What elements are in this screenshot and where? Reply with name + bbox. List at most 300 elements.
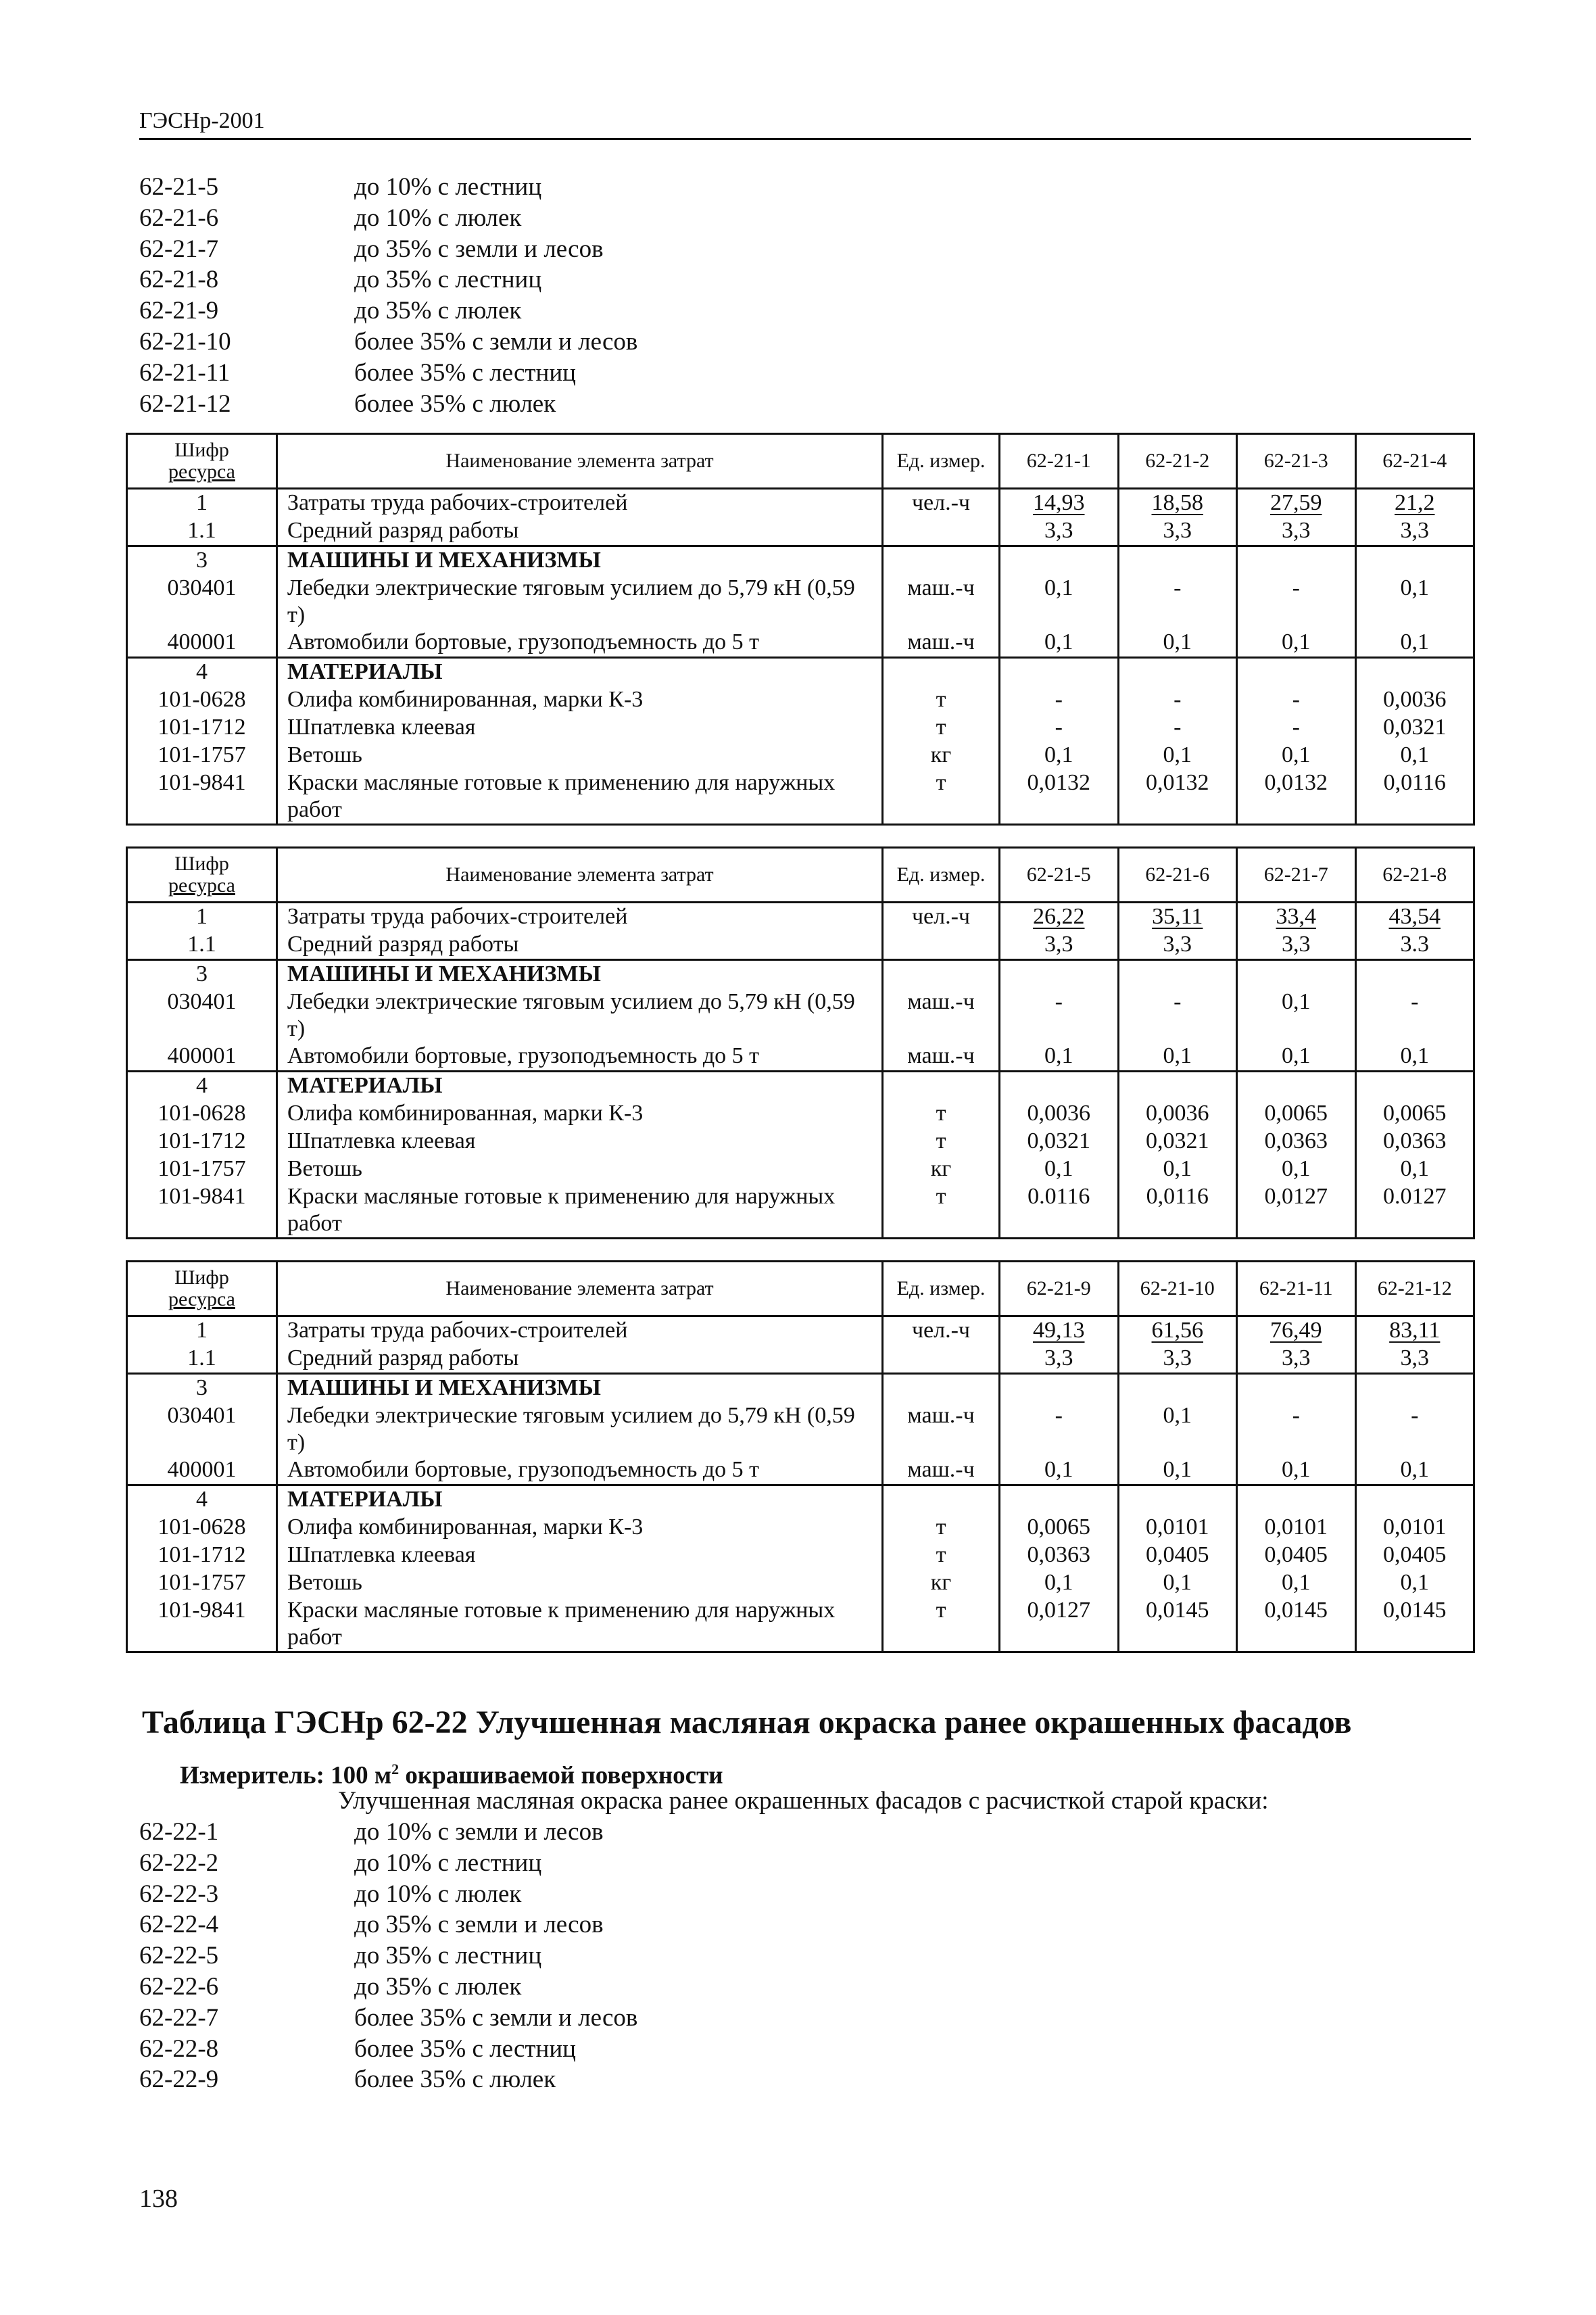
cost-element-name: Лебедки электрические тяговым усилием до 5,79 кН (0,59 т)	[277, 1402, 883, 1456]
section-title: МАШИНЫ И МЕХАНИЗМЫ	[277, 960, 883, 989]
norm-value	[1237, 1072, 1356, 1101]
table-row	[127, 1316, 1474, 1345]
norm-value	[1355, 960, 1474, 989]
norm-table-3	[126, 1260, 1475, 1653]
norm-value	[1000, 1485, 1119, 1514]
norm-value: 0,1	[1118, 1569, 1237, 1597]
list-item-code: 62-21-6	[139, 204, 219, 232]
cost-element-name: Шпатлевка клеевая	[277, 1128, 883, 1155]
unit-of-measure: т	[883, 1100, 1000, 1128]
resource-code: 101-0628	[127, 1100, 277, 1128]
header-resource-code	[127, 1262, 277, 1316]
list-item-description: до 35% с лестниц	[354, 1942, 542, 1970]
list-item-description: до 35% с люлек	[354, 1972, 522, 2001]
cost-element-name: Шпатлевка клеевая	[277, 1542, 883, 1569]
unit-of-measure	[883, 931, 1000, 960]
list-item-code: 62-22-9	[139, 2066, 219, 2094]
list-item-code: 62-22-5	[139, 1942, 219, 1970]
list-item-code: 62-22-8	[139, 2034, 219, 2063]
list-item	[139, 234, 1424, 265]
resource-code: 101-1712	[127, 1128, 277, 1155]
norm-value: 0,0065	[1355, 1100, 1474, 1128]
resource-code: 101-1712	[127, 1542, 277, 1569]
norm-table-1	[126, 433, 1475, 826]
norm-value	[1118, 658, 1237, 687]
header-norm-code: 62-21-3	[1237, 434, 1356, 489]
list-item-description: до 10% с лестниц	[354, 173, 542, 201]
norm-value: 0,1	[1237, 629, 1356, 658]
list-item	[139, 295, 1424, 327]
table-row	[127, 686, 1474, 714]
list-item-description: более 35% с лестниц	[354, 358, 576, 387]
norm-value: 0,1	[1355, 575, 1474, 629]
norm-value: -	[1118, 714, 1237, 742]
norm-value: 0,0132	[1000, 769, 1119, 825]
norm-value: 0,0145	[1237, 1597, 1356, 1652]
header-code-line2: ресурса	[168, 1288, 235, 1310]
norm-value: 0,1	[1355, 1456, 1474, 1485]
norm-value: 76,49	[1237, 1316, 1356, 1345]
header-norm-code: 62-21-4	[1355, 434, 1474, 489]
table-row	[127, 903, 1474, 932]
norm-value: -	[1237, 1402, 1356, 1456]
norm-value: 0,0132	[1118, 769, 1237, 825]
cost-element-name: Затраты труда рабочих-строителей	[277, 1316, 883, 1345]
norm-value: 0,0065	[1000, 1514, 1119, 1542]
table-row	[127, 1542, 1474, 1569]
norm-value: 3,3	[1000, 517, 1119, 546]
table-row	[127, 1043, 1474, 1072]
table-header-row	[127, 848, 1474, 903]
section-title: МАШИНЫ И МЕХАНИЗМЫ	[277, 1374, 883, 1403]
resource-code: 101-0628	[127, 686, 277, 714]
cost-element-name: Автомобили бортовые, грузоподъемность до 5 т	[277, 1456, 883, 1485]
header-resource-code	[127, 848, 277, 903]
list-item	[139, 1817, 1424, 1848]
header-norm-code: 62-21-7	[1237, 848, 1356, 903]
norm-value	[1118, 960, 1237, 989]
norm-value	[1355, 658, 1474, 687]
document-title: ГЭСНр-2001	[139, 108, 265, 133]
list-item	[139, 1848, 1424, 1879]
norm-value: 3,3	[1355, 517, 1474, 546]
list-item-description: более 35% с земли и лесов	[354, 2003, 638, 2032]
norm-value: 0,1	[1355, 629, 1474, 658]
norm-value: -	[1000, 686, 1119, 714]
norm-value: 0,0101	[1355, 1514, 1474, 1542]
resource-code: 101-9841	[127, 1597, 277, 1652]
norm-value: 3,3	[1118, 1345, 1237, 1374]
norm-value: 0,1	[1000, 575, 1119, 629]
header-norm-code: 62-21-9	[1000, 1262, 1119, 1316]
table-title: Таблица ГЭСНр 62-22 Улучшенная масляная окраска ранее окрашенных фасадов	[142, 1704, 1352, 1740]
norm-value: -	[1000, 1402, 1119, 1456]
norm-value: 0,0101	[1118, 1514, 1237, 1542]
unit-of-measure: т	[883, 686, 1000, 714]
list-item-code: 62-21-8	[139, 266, 219, 294]
cost-element-name: Автомобили бортовые, грузоподъемность до 5 т	[277, 1043, 883, 1072]
norm-value: 18,58	[1118, 489, 1237, 518]
table-row	[127, 1100, 1474, 1128]
header-norm-code: 62-21-5	[1000, 848, 1119, 903]
page-header	[139, 107, 1471, 140]
unit-of-measure: т	[883, 769, 1000, 825]
norm-value: 0,1	[1237, 742, 1356, 769]
cost-element-name: Шпатлевка клеевая	[277, 714, 883, 742]
norm-value: 0,1	[1237, 1456, 1356, 1485]
table-row	[127, 546, 1474, 575]
norm-value: -	[1118, 575, 1237, 629]
cost-element-name: Лебедки электрические тяговым усилием до 5,79 кН (0,59 т)	[277, 988, 883, 1043]
norm-value: 0,0132	[1237, 769, 1356, 825]
norm-value	[1118, 1485, 1237, 1514]
resource-code: 400001	[127, 1456, 277, 1485]
norm-value: 0,0363	[1000, 1542, 1119, 1569]
resource-code: 030401	[127, 988, 277, 1043]
norm-value: 0,0101	[1237, 1514, 1356, 1542]
unit-of-measure: маш.-ч	[883, 1043, 1000, 1072]
table-row	[127, 1345, 1474, 1374]
page-number: 138	[139, 2185, 178, 2213]
unit-of-measure	[883, 658, 1000, 687]
norm-value: -	[1355, 1402, 1474, 1456]
norm-value: 0,0321	[1118, 1128, 1237, 1155]
unit-of-measure: маш.-ч	[883, 1402, 1000, 1456]
list-item	[139, 1940, 1424, 1972]
norm-value: 0,0321	[1355, 714, 1474, 742]
list-item	[139, 203, 1424, 234]
resource-code: 4	[127, 1072, 277, 1101]
norm-value: 0,1	[1237, 1043, 1356, 1072]
norm-value: 0,1	[1237, 988, 1356, 1043]
list-item	[139, 2034, 1424, 2065]
cost-element-name: Лебедки электрические тяговым усилием до 5,79 кН (0,59 т)	[277, 575, 883, 629]
table-row	[127, 629, 1474, 658]
table-row	[127, 658, 1474, 687]
resource-code: 030401	[127, 575, 277, 629]
list-item	[139, 327, 1424, 358]
table-row	[127, 575, 1474, 629]
norm-value: 0,0405	[1355, 1542, 1474, 1569]
norm-table-2	[126, 846, 1475, 1239]
cost-element-name: Затраты труда рабочих-строителей	[277, 489, 883, 518]
norm-value: 3,3	[1000, 1345, 1119, 1374]
norm-value: 3,3	[1355, 1345, 1474, 1374]
header-code-line2: ресурса	[168, 874, 235, 897]
unit-of-measure: кг	[883, 1569, 1000, 1597]
cost-element-name: Олифа комбинированная, марки К-3	[277, 686, 883, 714]
header-code-line1: Шифр	[174, 1266, 229, 1289]
unit-of-measure: маш.-ч	[883, 575, 1000, 629]
resource-code: 1	[127, 903, 277, 932]
table-row	[127, 1402, 1474, 1456]
norm-value	[1000, 960, 1119, 989]
resource-code: 1.1	[127, 1345, 277, 1374]
norm-value: 3,3	[1000, 931, 1119, 960]
norm-value: 14,93	[1000, 489, 1119, 518]
norm-value	[1000, 1374, 1119, 1403]
header-unit: Ед. измер.	[883, 1262, 1000, 1316]
header-code-line2: ресурса	[168, 460, 235, 483]
resource-code: 1	[127, 489, 277, 518]
unit-of-measure	[883, 1485, 1000, 1514]
norm-value	[1118, 1374, 1237, 1403]
unit-of-measure: чел.-ч	[883, 489, 1000, 518]
table-header-row	[127, 434, 1474, 489]
resource-code: 3	[127, 960, 277, 989]
list-item-code: 62-21-12	[139, 389, 231, 418]
norm-value	[1237, 658, 1356, 687]
header-unit: Ед. измер.	[883, 848, 1000, 903]
norm-value: 0.0116	[1000, 1183, 1119, 1239]
norm-value: 0,1	[1000, 629, 1119, 658]
table-row	[127, 742, 1474, 769]
cost-element-name: Средний разряд работы	[277, 931, 883, 960]
norm-value: 0,1	[1355, 742, 1474, 769]
cost-element-name: Ветошь	[277, 1569, 883, 1597]
norm-value: 0,0405	[1118, 1542, 1237, 1569]
list-item-description: до 10% с люлек	[354, 204, 522, 232]
header-norm-code: 62-21-1	[1000, 434, 1119, 489]
norm-value: 0,1	[1355, 1043, 1474, 1072]
norm-value: 0,1	[1118, 629, 1237, 658]
resource-code: 101-1757	[127, 742, 277, 769]
header-norm-code: 62-21-12	[1355, 1262, 1474, 1316]
norm-value	[1237, 546, 1356, 575]
list-item-code: 62-22-2	[139, 1848, 219, 1877]
resource-code: 101-1757	[127, 1569, 277, 1597]
norm-value: 27,59	[1237, 489, 1356, 518]
table-row	[127, 931, 1474, 960]
list-item-description: более 35% с люлек	[354, 2066, 556, 2094]
cost-element-name: Краски масляные готовые к применению для наружных работ	[277, 769, 883, 825]
norm-value: 0,1	[1000, 1456, 1119, 1485]
norm-value: 0,1	[1000, 1043, 1119, 1072]
header-norm-code: 62-21-10	[1118, 1262, 1237, 1316]
unit-of-measure: т	[883, 714, 1000, 742]
norm-value: 0,1	[1237, 1155, 1356, 1183]
table-row	[127, 988, 1474, 1043]
cost-element-name: Средний разряд работы	[277, 1345, 883, 1374]
list-item-code: 62-22-3	[139, 1880, 219, 1908]
norm-value: 26,22	[1000, 903, 1119, 932]
norm-value: 3,3	[1118, 931, 1237, 960]
resource-code: 1.1	[127, 517, 277, 546]
norm-value: 0,0116	[1118, 1183, 1237, 1239]
list-item-description: до 10% с земли и лесов	[354, 1818, 604, 1846]
unit-of-measure: т	[883, 1542, 1000, 1569]
norm-value: 0,1	[1118, 1155, 1237, 1183]
norm-value: 0,1	[1118, 742, 1237, 769]
unit-of-measure	[883, 1072, 1000, 1101]
list-item-code: 62-21-5	[139, 173, 219, 201]
resource-code: 101-9841	[127, 1183, 277, 1239]
norm-value: 0,0127	[1237, 1183, 1356, 1239]
list-item-description: до 10% с лестниц	[354, 1848, 542, 1877]
table-row	[127, 1128, 1474, 1155]
header-cost-element: Наименование элемента затрат	[277, 434, 883, 489]
norm-value	[1237, 1485, 1356, 1514]
norm-value: 0,0127	[1000, 1597, 1119, 1652]
norm-value: 0,1	[1118, 1456, 1237, 1485]
norm-value	[1000, 546, 1119, 575]
header-code-line1: Шифр	[174, 439, 229, 461]
norm-value: 61,56	[1118, 1316, 1237, 1345]
cost-element-name: Ветошь	[277, 742, 883, 769]
header-cost-element: Наименование элемента затрат	[277, 1262, 883, 1316]
norm-value: 0,1	[1355, 1155, 1474, 1183]
norm-value	[1237, 1374, 1356, 1403]
norm-value: 21,2	[1355, 489, 1474, 518]
table-row	[127, 1155, 1474, 1183]
unit-of-measure: кг	[883, 1155, 1000, 1183]
unit-of-measure: кг	[883, 742, 1000, 769]
list-item-code: 62-22-1	[139, 1818, 219, 1846]
norm-value: -	[1000, 714, 1119, 742]
norm-value: 0,0321	[1000, 1128, 1119, 1155]
header-norm-code: 62-21-2	[1118, 434, 1237, 489]
list-item	[139, 264, 1424, 295]
list-item-description: более 35% с лестниц	[354, 2034, 576, 2063]
resource-code: 400001	[127, 629, 277, 658]
norm-value: 0,1	[1000, 742, 1119, 769]
table-row	[127, 1072, 1474, 1101]
norm-value	[1118, 546, 1237, 575]
norm-value	[1355, 1072, 1474, 1101]
norm-value: 3.3	[1355, 931, 1474, 960]
cost-element-name: Ветошь	[277, 1155, 883, 1183]
table-row	[127, 1569, 1474, 1597]
section-title: МАТЕРИАЛЫ	[277, 1485, 883, 1514]
section-title: МАТЕРИАЛЫ	[277, 658, 883, 687]
list-item	[139, 2064, 1424, 2095]
norm-value: 35,11	[1118, 903, 1237, 932]
resource-code: 101-1757	[127, 1155, 277, 1183]
list-item-description: до 35% с лестниц	[354, 266, 542, 294]
norm-value: 0,1	[1118, 1043, 1237, 1072]
list-item	[139, 2003, 1424, 2034]
unit-of-measure: т	[883, 1128, 1000, 1155]
table-row	[127, 1485, 1474, 1514]
cost-element-name: Краски масляные готовые к применению для наружных работ	[277, 1597, 883, 1652]
norm-value	[1000, 658, 1119, 687]
table-row	[127, 1597, 1474, 1652]
norm-value: 0,0145	[1355, 1597, 1474, 1652]
header-norm-code: 62-21-8	[1355, 848, 1474, 903]
norm-value: 0.0127	[1355, 1183, 1474, 1239]
cost-element-name: Средний разряд работы	[277, 517, 883, 546]
table-row	[127, 489, 1474, 518]
unit-of-measure: маш.-ч	[883, 629, 1000, 658]
norm-value: -	[1237, 575, 1356, 629]
norm-value	[1355, 1374, 1474, 1403]
table-header-row	[127, 1262, 1474, 1316]
list-item-code: 62-21-9	[139, 297, 219, 325]
resource-code: 1	[127, 1316, 277, 1345]
norm-value: 33,4	[1237, 903, 1356, 932]
norm-value: -	[1118, 988, 1237, 1043]
list-item-description: до 35% с земли и лесов	[354, 1911, 604, 1939]
resource-code: 3	[127, 1374, 277, 1403]
list-item-description: более 35% с земли и лесов	[354, 327, 638, 356]
norm-value: -	[1355, 988, 1474, 1043]
header-cost-element: Наименование элемента затрат	[277, 848, 883, 903]
list-item	[139, 1972, 1424, 2003]
norm-value: 0,0036	[1000, 1100, 1119, 1128]
norm-value: 43,54	[1355, 903, 1474, 932]
unit-of-measure: чел.-ч	[883, 903, 1000, 932]
list-item-description: до 10% с люлек	[354, 1880, 522, 1908]
resource-code: 030401	[127, 1402, 277, 1456]
table-row	[127, 517, 1474, 546]
header-unit: Ед. измер.	[883, 434, 1000, 489]
norm-value	[1237, 960, 1356, 989]
cost-element-name: Затраты труда рабочих-строителей	[277, 903, 883, 932]
resource-code: 101-0628	[127, 1514, 277, 1542]
norm-value	[1355, 546, 1474, 575]
resource-code: 4	[127, 1485, 277, 1514]
header-norm-code: 62-21-6	[1118, 848, 1237, 903]
unit-of-measure: т	[883, 1597, 1000, 1652]
unit-of-measure	[883, 1345, 1000, 1374]
header-resource-code	[127, 434, 277, 489]
norm-value: 49,13	[1000, 1316, 1119, 1345]
norm-value: 0,1	[1355, 1569, 1474, 1597]
unit-of-measure: маш.-ч	[883, 988, 1000, 1043]
norm-value: 0,1	[1237, 1569, 1356, 1597]
section-title: МАТЕРИАЛЫ	[277, 1072, 883, 1101]
list-item	[139, 358, 1424, 389]
table-row	[127, 769, 1474, 825]
unit-of-measure: т	[883, 1514, 1000, 1542]
header-code-line1: Шифр	[174, 853, 229, 875]
list-item	[139, 389, 1424, 420]
list-item-description: до 35% с земли и лесов	[354, 235, 604, 263]
list-item	[139, 172, 1424, 203]
norm-value: 0,0405	[1237, 1542, 1356, 1569]
norm-value: 0,0036	[1118, 1100, 1237, 1128]
code-list-62-22	[139, 1817, 1424, 2095]
list-item-code: 62-21-11	[139, 358, 231, 387]
table-subtitle: Улучшенная масляная окраска ранее окрашенных фасадов с расчисткой старой краски:	[338, 1787, 1269, 1815]
norm-value: -	[1237, 714, 1356, 742]
resource-code: 3	[127, 546, 277, 575]
list-item-code: 62-22-7	[139, 2003, 219, 2032]
norm-value: 0,0036	[1355, 686, 1474, 714]
unit-of-measure	[883, 960, 1000, 989]
list-item	[139, 1879, 1424, 1910]
resource-code: 101-9841	[127, 769, 277, 825]
table-row	[127, 960, 1474, 989]
norm-value	[1000, 1072, 1119, 1101]
resource-code: 4	[127, 658, 277, 687]
norm-value: 0,0145	[1118, 1597, 1237, 1652]
list-item-code: 62-22-6	[139, 1972, 219, 2001]
norm-value: 0,1	[1000, 1569, 1119, 1597]
norm-value: 0,1	[1000, 1155, 1119, 1183]
section-title: МАШИНЫ И МЕХАНИЗМЫ	[277, 546, 883, 575]
measure-unit: Измеритель: 100 $м^2$ окрашиваемой поверхности	[180, 1761, 723, 1790]
table-row	[127, 1456, 1474, 1485]
table-row	[127, 1514, 1474, 1542]
unit-of-measure	[883, 517, 1000, 546]
norm-value: 3,3	[1237, 1345, 1356, 1374]
list-item	[139, 1909, 1424, 1940]
norm-value: 0,0363	[1237, 1128, 1356, 1155]
norm-value: 0,0363	[1355, 1128, 1474, 1155]
list-item-code: 62-21-7	[139, 235, 219, 263]
header-norm-code: 62-21-11	[1237, 1262, 1356, 1316]
